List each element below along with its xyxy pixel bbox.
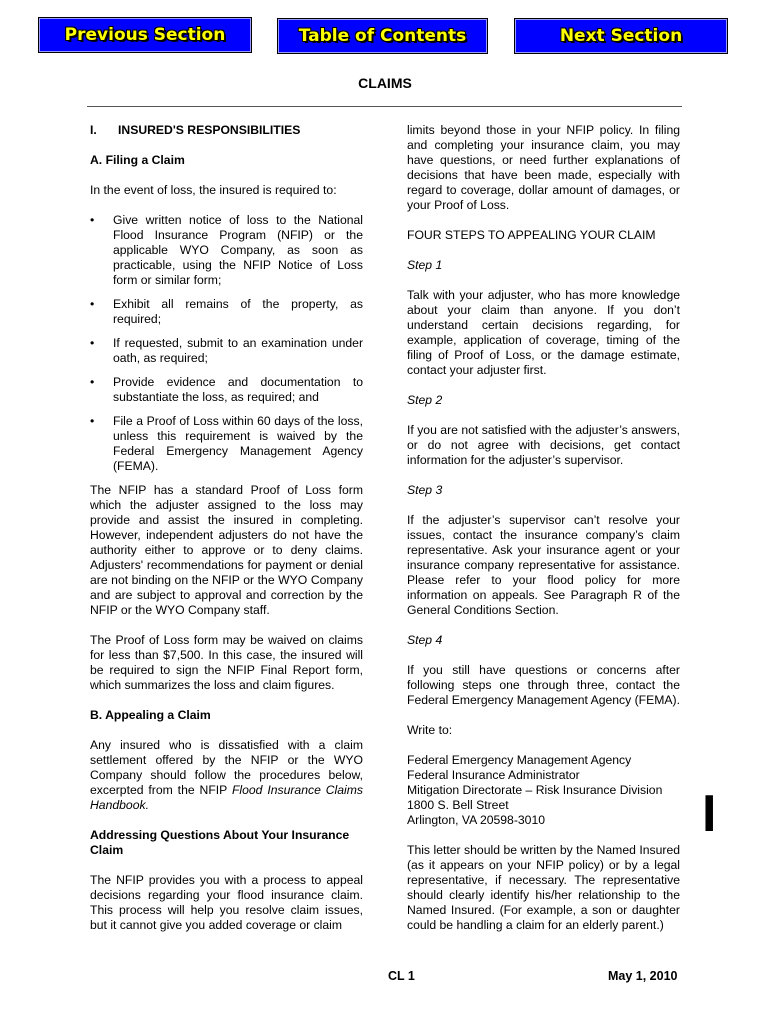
letter-paragraph: This letter should be written by the Named Insured (as it appears on your NFIP policy) or by a legal representative, if necessary. The representative should clearly identify his/her relationship to the Named Insured. (For example, a son or daughter could be handling a claim for an elderly parent.)	[407, 843, 680, 932]
section-number: I.	[90, 123, 97, 137]
requirements-list	[90, 213, 363, 474]
right-column	[407, 123, 680, 948]
next-section-button[interactable]: Next Section	[514, 18, 728, 54]
step-2-heading: Step 2	[407, 393, 443, 407]
page-title: CLAIMS	[358, 75, 412, 91]
previous-section-button[interactable]: Previous Section	[38, 17, 252, 53]
intro-text: In the event of loss, the insured is required to:	[90, 183, 337, 197]
list-item: • File a Proof of Loss within 60 days of the loss, unless this requirement is waived by the Federal Emergency Management Agency (FEMA).	[90, 414, 363, 474]
addressing-questions-heading: Addressing Questions About Your Insurance Claim	[90, 828, 350, 857]
address-line: Federal Insurance Administrator	[407, 768, 580, 782]
dissatisfied-paragraph	[90, 738, 363, 813]
write-to-label: Write to:	[407, 723, 453, 737]
step-3-heading: Step 3	[407, 483, 443, 497]
list-item: • Provide evidence and documentation to substantiate the loss, as required; and	[90, 375, 363, 405]
left-column	[90, 123, 363, 948]
list-item: • Give written notice of loss to the National Flood Insurance Program (NFIP) or the applicable WYO Company, as soon as practicable, using the NFIP Notice of Loss form or similar form;	[90, 213, 363, 288]
revision-date: May 1, 2010	[608, 969, 678, 983]
table-of-contents-button[interactable]: Table of Contents	[277, 18, 488, 54]
subsection-b-heading: B. Appealing a Claim	[90, 708, 211, 722]
step-1-heading: Step 1	[407, 258, 443, 272]
proof-of-loss-paragraph: The NFIP has a standard Proof of Loss form which the adjuster assigned to the loss may provide and assist the insured in completing. However, independent adjusters do not have the authority either to approve or to deny claims. Adjusters' recommendations for payment or denial are not binding on the NFIP or the WYO Company and are subject to approval and correction by the NFIP or the WYO Company staff.	[90, 483, 363, 617]
waiver-paragraph: The Proof of Loss form may be waived on claims for less than $7,500. In this case, the insured will be required to sign the NFIP Final Report form, which summarizes the loss and claim figures.	[90, 633, 363, 692]
address-line: 1800 S. Bell Street	[407, 798, 509, 812]
four-steps-heading: FOUR STEPS TO APPEALING YOUR CLAIM	[407, 228, 656, 242]
limits-paragraph: limits beyond those in your NFIP policy. In filing and completing your insurance claim, you may have questions, or need further explanations of decisions that have been made, especially with regard to coverage, dollar amount of damages, or your Proof of Loss.	[407, 123, 680, 212]
list-item: • Exhibit all remains of the property, as required;	[90, 297, 363, 327]
subsection-a-heading: A. Filing a Claim	[90, 153, 185, 167]
page-number: CL 1	[388, 969, 415, 983]
section-heading	[90, 123, 363, 138]
step-2-text: If you are not satisfied with the adjuster’s answers, or do not agree with decisions, get contact information for the adjuster’s supervisor.	[407, 423, 680, 467]
section-title: INSURED'S RESPONSIBILITIES	[118, 123, 301, 137]
handbook-title: Flood Insurance Claims Handbook.	[90, 783, 363, 812]
dissatisfied-text: Any insured who is dissatisfied with a claim settlement offered by the NFIP or the WYO Company should follow the procedures below, excerpted from the NFIP	[90, 738, 363, 797]
address-line: Arlington, VA 20598-3010	[407, 813, 546, 827]
fema-address	[407, 753, 680, 828]
address-line: Mitigation Directorate – Risk Insurance Division	[407, 783, 663, 797]
step-4-heading: Step 4	[407, 633, 443, 647]
process-paragraph: The NFIP provides you with a process to appeal decisions regarding your flood insurance claim. This process will help you resolve claim issues, but it cannot give you added coverage or claim	[90, 873, 363, 932]
list-item: • If requested, submit to an examination under oath, as required;	[90, 336, 363, 366]
section-tab-marker: I	[702, 785, 717, 843]
step-1-text: Talk with your adjuster, who has more knowledge about your claim than anyone. If you don’t understand certain decisions regarding, for example, application of coverage, timing of the filing of Proof of Loss, or the damage estimate, contact your adjuster first.	[407, 288, 680, 377]
title-divider	[87, 106, 682, 107]
step-3-text: If the adjuster’s supervisor can’t resolve your issues, contact the insurance company’s claim representative. Ask your insurance agent or your insurance company representative for assistance. Please refer to your flood policy for more information on appeals. See Paragraph R of the General Conditions Section.	[407, 513, 680, 617]
step-4-text: If you still have questions or concerns after following steps one through three, contact the Federal Emergency Management Agency (FEMA).	[407, 663, 680, 707]
address-line: Federal Emergency Management Agency	[407, 753, 632, 767]
